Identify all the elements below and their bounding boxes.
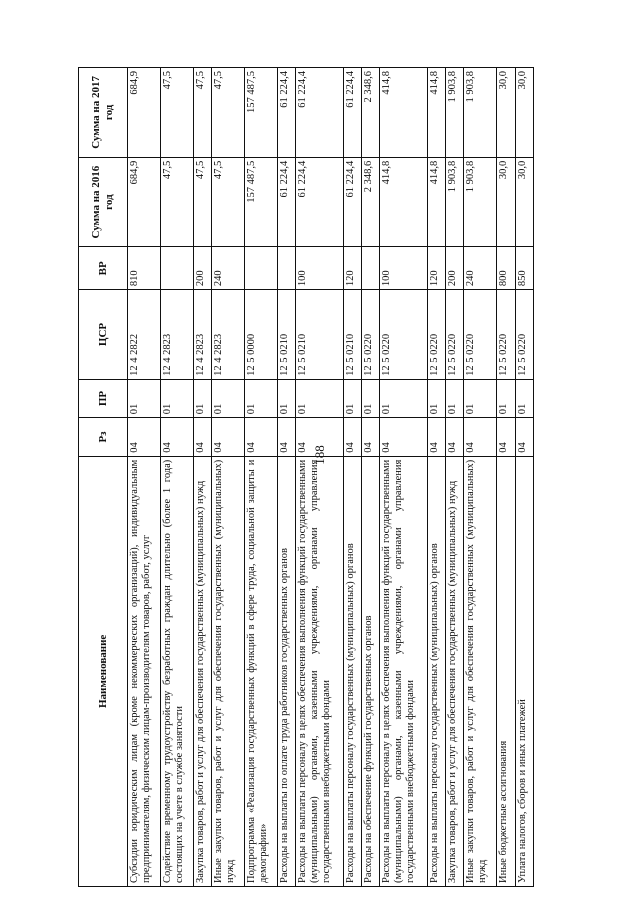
cell-csr: 12 5 0220 xyxy=(380,290,428,380)
cell-rz: 04 xyxy=(296,418,344,456)
cell-csr: 12 5 0210 xyxy=(277,290,295,380)
cell-rz: 04 xyxy=(193,418,211,456)
cell-rz: 04 xyxy=(245,418,278,456)
cell-name: Расходы на выплаты персоналу в целях обеспечения выполнения функций государственными (муниципальными) органами, казенными учреждениями, органами управления государственными внебюджетными фондами xyxy=(380,456,428,886)
cell-2017: 61 224,4 xyxy=(277,68,295,158)
table-row xyxy=(446,68,464,887)
table-row xyxy=(193,68,211,887)
cell-name: Расходы на обеспечение функций государственных органов xyxy=(362,456,380,886)
table-row xyxy=(128,68,161,887)
cell-2016: 30,0 xyxy=(497,157,515,247)
cell-vr xyxy=(160,247,193,290)
cell-rz: 04 xyxy=(497,418,515,456)
cell-2016: 61 224,4 xyxy=(296,157,344,247)
cell-2016: 1 903,8 xyxy=(446,157,464,247)
header-vr: ВР xyxy=(79,247,128,290)
cell-csr: 12 4 2823 xyxy=(212,290,245,380)
cell-2017: 1 903,8 xyxy=(446,68,464,158)
cell-rz: 04 xyxy=(515,418,533,456)
header-pr: ПР xyxy=(79,379,128,417)
cell-name: Подпрограмма «Реализация государственных функций в сфере труда, социальной защиты и демографии» xyxy=(245,456,278,886)
cell-vr xyxy=(245,247,278,290)
table-row xyxy=(245,68,278,887)
header-name: Наименование xyxy=(79,456,128,886)
table-row xyxy=(362,68,380,887)
cell-csr: 12 4 2822 xyxy=(128,290,161,380)
cell-2017: 61 224,4 xyxy=(343,68,361,158)
cell-name: Субсидии юридическим лицам (кроме некоммерческих организаций), индивидуальным предпринимателям, физическим лицам-производителям товаров, работ, услуг xyxy=(128,456,161,886)
cell-vr: 100 xyxy=(296,247,344,290)
table-row xyxy=(160,68,193,887)
cell-2017: 47,5 xyxy=(160,68,193,158)
cell-name: Иные закупки товаров, работ и услуг для обеспечения государственных (муниципальных) нужд xyxy=(464,456,497,886)
cell-2017: 47,5 xyxy=(212,68,245,158)
table-row xyxy=(427,68,445,887)
cell-pr: 01 xyxy=(343,379,361,417)
cell-2017: 414,8 xyxy=(427,68,445,158)
table-row xyxy=(515,68,533,887)
cell-vr: 200 xyxy=(193,247,211,290)
cell-rz: 04 xyxy=(277,418,295,456)
cell-name: Содействие временному трудоустройству безработных граждан длительно (более 1 года) состоящих на учете в службе занятости xyxy=(160,456,193,886)
cell-rz: 04 xyxy=(212,418,245,456)
cell-csr: 12 4 2823 xyxy=(193,290,211,380)
cell-name: Расходы на выплаты персоналу государственных (муниципальных) органов xyxy=(343,456,361,886)
cell-2016: 30,0 xyxy=(515,157,533,247)
header-2017: Сумма на 2017 год xyxy=(79,68,128,158)
cell-name: Расходы на выплаты персоналу в целях обеспечения выполнения функций государственными (муниципальными) органами, казенными учреждениями, органами управления государственными внебюджетными фондами xyxy=(296,456,344,886)
cell-vr: 240 xyxy=(464,247,497,290)
cell-2016: 47,5 xyxy=(193,157,211,247)
table-row xyxy=(497,68,515,887)
page-number: 188 xyxy=(312,445,327,465)
cell-2016: 47,5 xyxy=(160,157,193,247)
cell-2016: 414,8 xyxy=(427,157,445,247)
cell-2017: 414,8 xyxy=(380,68,428,158)
cell-vr: 810 xyxy=(128,247,161,290)
cell-csr: 12 5 0220 xyxy=(515,290,533,380)
cell-2017: 61 224,4 xyxy=(296,68,344,158)
cell-csr: 12 5 0000 xyxy=(245,290,278,380)
cell-vr xyxy=(362,247,380,290)
cell-pr: 01 xyxy=(515,379,533,417)
cell-name: Закупка товаров, работ и услуг для обеспечения государственных (муниципальных) нужд xyxy=(446,456,464,886)
cell-vr: 240 xyxy=(212,247,245,290)
cell-csr: 12 5 0220 xyxy=(464,290,497,380)
cell-name: Расходы на выплаты по оплате труда работников государственных органов xyxy=(277,456,295,886)
cell-2016: 1 903,8 xyxy=(464,157,497,247)
cell-pr: 01 xyxy=(245,379,278,417)
cell-vr: 100 xyxy=(380,247,428,290)
cell-2016: 2 348,6 xyxy=(362,157,380,247)
cell-csr: 12 5 0220 xyxy=(497,290,515,380)
cell-2017: 2 348,6 xyxy=(362,68,380,158)
cell-csr: 12 5 0220 xyxy=(427,290,445,380)
cell-pr: 01 xyxy=(160,379,193,417)
cell-rz: 04 xyxy=(446,418,464,456)
cell-pr: 01 xyxy=(277,379,295,417)
cell-pr: 01 xyxy=(446,379,464,417)
cell-2016: 684,9 xyxy=(128,157,161,247)
cell-csr: 12 5 0210 xyxy=(296,290,344,380)
table-header-row xyxy=(79,68,128,887)
cell-2017: 684,9 xyxy=(128,68,161,158)
table-row xyxy=(464,68,497,887)
cell-name: Закупка товаров, работ и услуг для обеспечения государственных (муниципальных) нужд xyxy=(193,456,211,886)
cell-name: Расходы на выплаты персоналу государственных (муниципальных) органов xyxy=(427,456,445,886)
cell-pr: 01 xyxy=(427,379,445,417)
cell-rz: 04 xyxy=(128,418,161,456)
cell-2017: 30,0 xyxy=(497,68,515,158)
cell-pr: 01 xyxy=(128,379,161,417)
cell-pr: 01 xyxy=(464,379,497,417)
cell-name: Иные бюджетные ассигнования xyxy=(497,456,515,886)
cell-2016: 61 224,4 xyxy=(277,157,295,247)
table-row xyxy=(380,68,428,887)
cell-pr: 01 xyxy=(296,379,344,417)
cell-vr: 800 xyxy=(497,247,515,290)
cell-2017: 47,5 xyxy=(193,68,211,158)
header-csr: ЦСР xyxy=(79,290,128,380)
header-rz: Рз xyxy=(79,418,128,456)
cell-pr: 01 xyxy=(193,379,211,417)
cell-2017: 30,0 xyxy=(515,68,533,158)
cell-rz: 04 xyxy=(362,418,380,456)
cell-csr: 12 4 2823 xyxy=(160,290,193,380)
cell-rz: 04 xyxy=(380,418,428,456)
cell-name: Уплата налогов, сборов и иных платежей xyxy=(515,456,533,886)
cell-rz: 04 xyxy=(343,418,361,456)
cell-pr: 01 xyxy=(380,379,428,417)
cell-vr: 850 xyxy=(515,247,533,290)
cell-2016: 414,8 xyxy=(380,157,428,247)
cell-csr: 12 5 0220 xyxy=(362,290,380,380)
table-body xyxy=(128,68,534,887)
table-row xyxy=(343,68,361,887)
cell-csr: 12 5 0220 xyxy=(446,290,464,380)
cell-name: Иные закупки товаров, работ и услуг для обеспечения государственных (муниципальных) нужд xyxy=(212,456,245,886)
cell-vr: 120 xyxy=(343,247,361,290)
cell-2017: 1 903,8 xyxy=(464,68,497,158)
cell-vr xyxy=(277,247,295,290)
budget-sheet xyxy=(78,67,534,887)
cell-vr: 120 xyxy=(427,247,445,290)
cell-rz: 04 xyxy=(464,418,497,456)
cell-rz: 04 xyxy=(160,418,193,456)
table-row xyxy=(277,68,295,887)
cell-vr: 200 xyxy=(446,247,464,290)
table-row xyxy=(296,68,344,887)
cell-pr: 01 xyxy=(497,379,515,417)
cell-csr: 12 5 0210 xyxy=(343,290,361,380)
table-row xyxy=(212,68,245,887)
header-2016: Сумма на 2016 год xyxy=(79,157,128,247)
budget-table xyxy=(78,67,534,887)
cell-pr: 01 xyxy=(362,379,380,417)
cell-pr: 01 xyxy=(212,379,245,417)
cell-2016: 47,5 xyxy=(212,157,245,247)
cell-rz: 04 xyxy=(427,418,445,456)
cell-2017: 157 487,5 xyxy=(245,68,278,158)
cell-2016: 157 487,5 xyxy=(245,157,278,247)
cell-2016: 61 224,4 xyxy=(343,157,361,247)
